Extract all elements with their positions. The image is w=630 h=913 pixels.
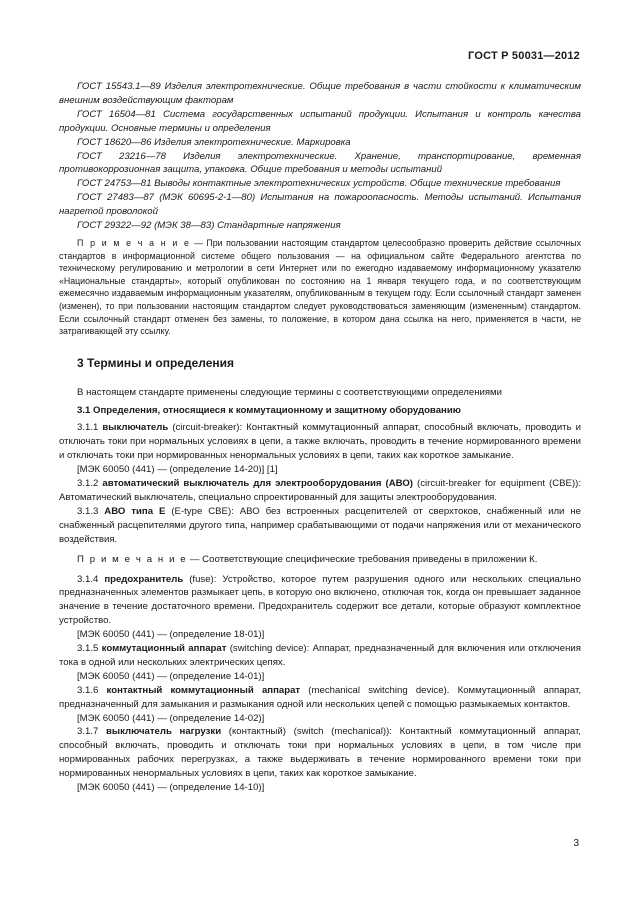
term-3-1-1 [59, 421, 581, 463]
term-definition: (circuit-breaker): Контактный коммутационный аппарат, способный включать, проводить и отключать токи при нормальных условиях в цепи, а также включать, проводить в течение нормированного времени и отключать токи при нормированных ненормальных условиях в цепи, таких как короткое замыкание. [59, 422, 581, 462]
term-3-1-6 [59, 684, 581, 712]
term-3-1-7 [59, 725, 581, 781]
section-intro: В настоящем стандарте применены следующие термины с соответствующими определениями [77, 386, 503, 398]
term-name: коммутационный аппарат [101, 643, 227, 655]
term-definition: (fuse): Устройство, которое путем разрушения одного или нескольких специально предназначенных элементов размыкает цепь, в которую оно включено, отключая ток, когда он превышает заданное значение в течение достаточного времени. Предохранитель содержит все детали, которые образуют комплектное устройство. [59, 573, 581, 627]
term-3-1-3 [59, 505, 581, 547]
section-title: 3 Термины и определения [77, 355, 235, 370]
term-source: [МЭК 60050 (441) — (определение 14-20)] [1] [77, 464, 278, 476]
term-3-1-4 [59, 573, 581, 629]
normative-references [59, 80, 581, 233]
reference-item: ГОСТ 18620—86 Изделия электротехнические. Маркировка [77, 136, 351, 148]
term-number: 3.1.4 [77, 573, 105, 585]
reference-item: ГОСТ 27483—87 (МЭК 60695-2-1—80) Испытания на пожароопасность. Методы испытаний. Испытания нагретой проволокой [59, 192, 581, 218]
term-source: [МЭК 60050 (441) — (определение 18-01)] [77, 629, 265, 641]
term-3-1-5 [59, 642, 581, 670]
term-source: [МЭК 60050 (441) — (определение 14-02)] [77, 712, 265, 724]
term-number: 3.1.5 [77, 643, 102, 655]
page-number: 3 [573, 838, 579, 849]
term-name: предохранитель [104, 573, 184, 585]
term-definition: (E-type CBE): АВО без встроенных расцепителей от сверхтоков, снабженный или не снабженный расцепителями другого типа, например срабатывающими от подачи напряжения или от механического воздействия. [59, 505, 581, 545]
reference-item: ГОСТ 23216—78 Изделия электротехнические. Хранение, транспортирование, временная противокоррозионная защита, упаковка. Общие требования и методы испытаний [59, 150, 581, 176]
note-text: — Соответствующие специфические требования приведены в приложении К. [187, 553, 538, 565]
term-definition: (контактный) (switch (mechanical)): Контактный коммутационный аппарат, способный включать, проводить и отключать токи при нормальных условиях в цепи, в том числе при нормированных рабочих перегрузках, а также выдерживать в течение нормированного времени токи при нормированных ненормальных условиях в цепи, таких как короткое замыкание. [59, 726, 581, 780]
note-text: — При пользовании настоящим стандартом целесообразно проверить действие ссылочных стандартов в информационной системе общего пользования — на официальном сайте Федерального агентства по техническому регулированию и метрологии в сети Интернет или по ежегодно издаваемому информационному указателю «Национальные стандарты», который опубликован по состоянию на 1 января текущего года, и по соответствующим ежемесячно издаваемым информационным указателям, опубликованным в текущем году. Если ссылочный стандарт заменен (изменен), то при пользовании настоящим стандартом следует руководствоваться заменяющим (измененным) стандартом. Если ссылочный стандарт отменен без замены, то положение, в котором дана ссылка на него, применяется в части, не затрагивающей эту ссылку. [59, 237, 581, 337]
subsection-title: 3.1 Определения, относящиеся к коммутационному и защитному оборудованию [77, 404, 461, 416]
references-note [59, 237, 581, 338]
term-number: 3.1.3 [77, 505, 105, 517]
term-source: [МЭК 60050 (441) — (определение 14-01)] [77, 670, 265, 682]
reference-item: ГОСТ 16504—81 Система государственных испытаний продукции. Испытания и контроль качества продукции. Основные термины и определения [59, 108, 581, 134]
term-definition: (mechanical switching device). Коммутационный аппарат, предназначенный для замыкания и размыкания одной или нескольких цепей с помощью размыкаемых контактов. [59, 684, 581, 710]
note-label: П р и м е ч а н и е [77, 237, 191, 248]
term-name: контактный коммутационный аппарат [106, 684, 301, 696]
term-number: 3.1.1 [77, 422, 103, 434]
term-source: [МЭК 60050 (441) — (определение 14-10)] [77, 782, 265, 794]
term-definition: (circuit-breaker for equipment (CBE)): Автоматический выключатель, специально спроектированный для защиты электрооборудования. [59, 478, 581, 503]
term-definition: (switching device): Аппарат, предназначенный для включения или отключения тока в одной или нескольких электрических цепях. [59, 643, 581, 668]
term-name: выключатель [102, 422, 169, 434]
term-name: АВО типа Е [104, 505, 166, 517]
term-number: 3.1.7 [77, 726, 107, 738]
page-content [59, 80, 581, 795]
term-note [59, 553, 581, 567]
document-header: ГОСТ Р 50031—2012 [468, 50, 580, 62]
term-name: автоматический выключатель для электрооборудования (АВО) [102, 478, 413, 490]
reference-item: ГОСТ 15543.1—89 Изделия электротехнические. Общие требования в части стойкости к климатическим внешним воздействующим факторам [59, 81, 581, 106]
term-name: выключатель нагрузки [106, 726, 222, 738]
note-label: П р и м е ч а н и е [77, 553, 188, 565]
term-number: 3.1.2 [77, 478, 103, 490]
reference-item: ГОСТ 29322—92 (МЭК 38—83) Стандартные напряжения [77, 220, 341, 232]
term-3-1-2 [59, 477, 581, 505]
term-number: 3.1.6 [77, 684, 107, 696]
reference-item: ГОСТ 24753—81 Выводы контактные электротехнических устройств. Общие технические требования [77, 178, 561, 190]
